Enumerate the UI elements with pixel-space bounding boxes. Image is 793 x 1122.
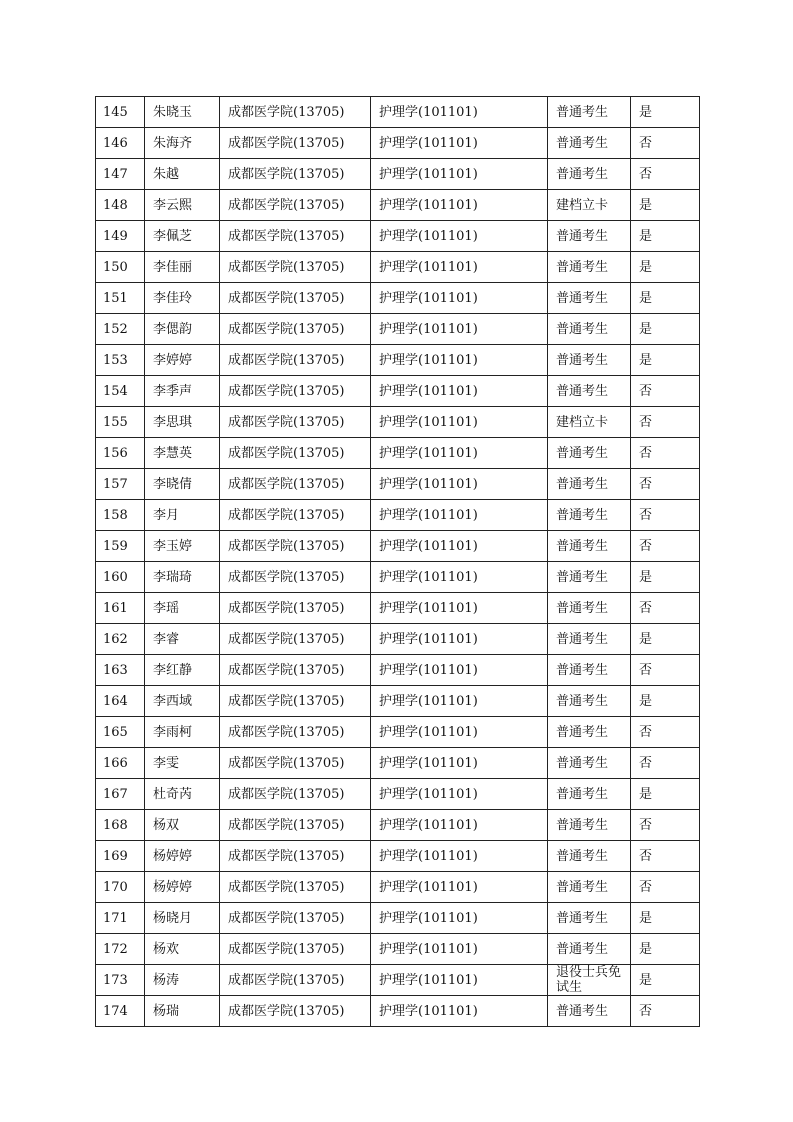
row-number-cell: 163 bbox=[96, 655, 145, 686]
candidate-type-cell: 普通考生 bbox=[548, 252, 631, 283]
major-cell: 护理学(101101) bbox=[371, 624, 548, 655]
candidate-type-cell: 普通考生 bbox=[548, 159, 631, 190]
student-name-cell: 李晓倩 bbox=[145, 469, 220, 500]
table-row bbox=[96, 221, 700, 252]
row-number-cell: 157 bbox=[96, 469, 145, 500]
candidate-type-cell: 普通考生 bbox=[548, 717, 631, 748]
row-number-cell: 170 bbox=[96, 872, 145, 903]
major-cell: 护理学(101101) bbox=[371, 686, 548, 717]
flag-cell: 否 bbox=[631, 500, 700, 531]
candidate-type-cell: 退役士兵免试生 bbox=[548, 965, 631, 996]
major-cell: 护理学(101101) bbox=[371, 500, 548, 531]
row-number-cell: 146 bbox=[96, 128, 145, 159]
major-cell: 护理学(101101) bbox=[371, 748, 548, 779]
school-cell: 成都医学院(13705) bbox=[220, 872, 371, 903]
school-cell: 成都医学院(13705) bbox=[220, 562, 371, 593]
flag-cell: 是 bbox=[631, 624, 700, 655]
school-cell: 成都医学院(13705) bbox=[220, 128, 371, 159]
student-name-cell: 杨晓月 bbox=[145, 903, 220, 934]
major-cell: 护理学(101101) bbox=[371, 283, 548, 314]
candidate-type-cell: 普通考生 bbox=[548, 314, 631, 345]
student-name-cell: 李西域 bbox=[145, 686, 220, 717]
table-row bbox=[96, 593, 700, 624]
flag-cell: 是 bbox=[631, 283, 700, 314]
school-cell: 成都医学院(13705) bbox=[220, 469, 371, 500]
table-row bbox=[96, 965, 700, 996]
table-row bbox=[96, 469, 700, 500]
school-cell: 成都医学院(13705) bbox=[220, 717, 371, 748]
student-name-cell: 李偲韵 bbox=[145, 314, 220, 345]
table-row bbox=[96, 717, 700, 748]
school-cell: 成都医学院(13705) bbox=[220, 748, 371, 779]
flag-cell: 否 bbox=[631, 872, 700, 903]
table-row bbox=[96, 934, 700, 965]
table-row bbox=[96, 252, 700, 283]
flag-cell: 否 bbox=[631, 469, 700, 500]
major-cell: 护理学(101101) bbox=[371, 810, 548, 841]
student-name-cell: 李季声 bbox=[145, 376, 220, 407]
table-row bbox=[96, 314, 700, 345]
row-number-cell: 171 bbox=[96, 903, 145, 934]
major-cell: 护理学(101101) bbox=[371, 562, 548, 593]
student-name-cell: 朱越 bbox=[145, 159, 220, 190]
school-cell: 成都医学院(13705) bbox=[220, 190, 371, 221]
school-cell: 成都医学院(13705) bbox=[220, 903, 371, 934]
row-number-cell: 173 bbox=[96, 965, 145, 996]
student-name-cell: 李红静 bbox=[145, 655, 220, 686]
candidate-type-cell: 普通考生 bbox=[548, 97, 631, 128]
row-number-cell: 153 bbox=[96, 345, 145, 376]
major-cell: 护理学(101101) bbox=[371, 655, 548, 686]
student-name-cell: 朱海齐 bbox=[145, 128, 220, 159]
table-row bbox=[96, 407, 700, 438]
candidate-type-cell: 建档立卡 bbox=[548, 407, 631, 438]
row-number-cell: 159 bbox=[96, 531, 145, 562]
student-name-cell: 李雯 bbox=[145, 748, 220, 779]
row-number-cell: 166 bbox=[96, 748, 145, 779]
candidate-type-cell: 普通考生 bbox=[548, 872, 631, 903]
flag-cell: 否 bbox=[631, 159, 700, 190]
school-cell: 成都医学院(13705) bbox=[220, 97, 371, 128]
student-name-cell: 杨婷婷 bbox=[145, 872, 220, 903]
school-cell: 成都医学院(13705) bbox=[220, 779, 371, 810]
major-cell: 护理学(101101) bbox=[371, 841, 548, 872]
candidate-type-cell: 普通考生 bbox=[548, 841, 631, 872]
school-cell: 成都医学院(13705) bbox=[220, 655, 371, 686]
student-name-cell: 朱晓玉 bbox=[145, 97, 220, 128]
major-cell: 护理学(101101) bbox=[371, 128, 548, 159]
major-cell: 护理学(101101) bbox=[371, 996, 548, 1027]
table-row bbox=[96, 500, 700, 531]
flag-cell: 否 bbox=[631, 841, 700, 872]
row-number-cell: 172 bbox=[96, 934, 145, 965]
candidate-type-cell: 普通考生 bbox=[548, 562, 631, 593]
row-number-cell: 147 bbox=[96, 159, 145, 190]
flag-cell: 是 bbox=[631, 779, 700, 810]
flag-cell: 否 bbox=[631, 810, 700, 841]
table-row bbox=[96, 97, 700, 128]
candidate-type-cell: 普通考生 bbox=[548, 779, 631, 810]
flag-cell: 是 bbox=[631, 345, 700, 376]
student-name-cell: 李瑞琦 bbox=[145, 562, 220, 593]
table-body bbox=[96, 97, 700, 1027]
flag-cell: 否 bbox=[631, 438, 700, 469]
row-number-cell: 155 bbox=[96, 407, 145, 438]
row-number-cell: 169 bbox=[96, 841, 145, 872]
flag-cell: 是 bbox=[631, 97, 700, 128]
student-name-cell: 李佳丽 bbox=[145, 252, 220, 283]
student-name-cell: 李瑶 bbox=[145, 593, 220, 624]
row-number-cell: 156 bbox=[96, 438, 145, 469]
student-name-cell: 李佩芝 bbox=[145, 221, 220, 252]
candidate-type-cell: 普通考生 bbox=[548, 996, 631, 1027]
candidate-type-cell: 普通考生 bbox=[548, 438, 631, 469]
flag-cell: 否 bbox=[631, 376, 700, 407]
student-name-cell: 李玉婷 bbox=[145, 531, 220, 562]
row-number-cell: 152 bbox=[96, 314, 145, 345]
student-name-cell: 李云熙 bbox=[145, 190, 220, 221]
school-cell: 成都医学院(13705) bbox=[220, 531, 371, 562]
flag-cell: 否 bbox=[631, 717, 700, 748]
major-cell: 护理学(101101) bbox=[371, 717, 548, 748]
major-cell: 护理学(101101) bbox=[371, 438, 548, 469]
flag-cell: 是 bbox=[631, 221, 700, 252]
table-row bbox=[96, 655, 700, 686]
school-cell: 成都医学院(13705) bbox=[220, 314, 371, 345]
table-row bbox=[96, 128, 700, 159]
major-cell: 护理学(101101) bbox=[371, 593, 548, 624]
school-cell: 成都医学院(13705) bbox=[220, 810, 371, 841]
row-number-cell: 158 bbox=[96, 500, 145, 531]
major-cell: 护理学(101101) bbox=[371, 872, 548, 903]
row-number-cell: 164 bbox=[96, 686, 145, 717]
candidate-type-cell: 普通考生 bbox=[548, 469, 631, 500]
flag-cell: 否 bbox=[631, 655, 700, 686]
student-name-cell: 杨涛 bbox=[145, 965, 220, 996]
candidate-type-cell: 普通考生 bbox=[548, 128, 631, 159]
candidate-type-cell: 普通考生 bbox=[548, 593, 631, 624]
table-row bbox=[96, 283, 700, 314]
student-name-cell: 李月 bbox=[145, 500, 220, 531]
candidate-type-cell: 建档立卡 bbox=[548, 190, 631, 221]
candidate-type-cell: 普通考生 bbox=[548, 655, 631, 686]
candidate-type-cell: 普通考生 bbox=[548, 283, 631, 314]
school-cell: 成都医学院(13705) bbox=[220, 221, 371, 252]
school-cell: 成都医学院(13705) bbox=[220, 283, 371, 314]
flag-cell: 否 bbox=[631, 407, 700, 438]
row-number-cell: 151 bbox=[96, 283, 145, 314]
row-number-cell: 154 bbox=[96, 376, 145, 407]
school-cell: 成都医学院(13705) bbox=[220, 996, 371, 1027]
candidate-type-cell: 普通考生 bbox=[548, 500, 631, 531]
table-row bbox=[96, 810, 700, 841]
major-cell: 护理学(101101) bbox=[371, 903, 548, 934]
school-cell: 成都医学院(13705) bbox=[220, 500, 371, 531]
flag-cell: 否 bbox=[631, 128, 700, 159]
table-row bbox=[96, 624, 700, 655]
row-number-cell: 148 bbox=[96, 190, 145, 221]
candidate-type-cell: 普通考生 bbox=[548, 748, 631, 779]
school-cell: 成都医学院(13705) bbox=[220, 686, 371, 717]
flag-cell: 是 bbox=[631, 314, 700, 345]
student-name-cell: 杨瑞 bbox=[145, 996, 220, 1027]
flag-cell: 是 bbox=[631, 562, 700, 593]
major-cell: 护理学(101101) bbox=[371, 376, 548, 407]
school-cell: 成都医学院(13705) bbox=[220, 252, 371, 283]
row-number-cell: 160 bbox=[96, 562, 145, 593]
table-row bbox=[96, 438, 700, 469]
candidate-type-cell: 普通考生 bbox=[548, 345, 631, 376]
row-number-cell: 174 bbox=[96, 996, 145, 1027]
table-row bbox=[96, 190, 700, 221]
table-row bbox=[96, 779, 700, 810]
flag-cell: 否 bbox=[631, 748, 700, 779]
student-name-cell: 杨双 bbox=[145, 810, 220, 841]
student-name-cell: 李睿 bbox=[145, 624, 220, 655]
flag-cell: 否 bbox=[631, 996, 700, 1027]
major-cell: 护理学(101101) bbox=[371, 345, 548, 376]
student-name-cell: 李雨柯 bbox=[145, 717, 220, 748]
school-cell: 成都医学院(13705) bbox=[220, 345, 371, 376]
school-cell: 成都医学院(13705) bbox=[220, 159, 371, 190]
candidate-type-cell: 普通考生 bbox=[548, 221, 631, 252]
table-row bbox=[96, 996, 700, 1027]
candidate-type-cell: 普通考生 bbox=[548, 934, 631, 965]
row-number-cell: 161 bbox=[96, 593, 145, 624]
student-name-cell: 李慧英 bbox=[145, 438, 220, 469]
major-cell: 护理学(101101) bbox=[371, 407, 548, 438]
school-cell: 成都医学院(13705) bbox=[220, 438, 371, 469]
row-number-cell: 149 bbox=[96, 221, 145, 252]
school-cell: 成都医学院(13705) bbox=[220, 965, 371, 996]
major-cell: 护理学(101101) bbox=[371, 934, 548, 965]
flag-cell: 是 bbox=[631, 903, 700, 934]
flag-cell: 是 bbox=[631, 934, 700, 965]
major-cell: 护理学(101101) bbox=[371, 531, 548, 562]
student-name-cell: 杜奇芮 bbox=[145, 779, 220, 810]
school-cell: 成都医学院(13705) bbox=[220, 624, 371, 655]
table-row bbox=[96, 686, 700, 717]
admission-list-table bbox=[95, 96, 700, 1027]
major-cell: 护理学(101101) bbox=[371, 965, 548, 996]
student-name-cell: 李婷婷 bbox=[145, 345, 220, 376]
row-number-cell: 168 bbox=[96, 810, 145, 841]
candidate-type-cell: 普通考生 bbox=[548, 624, 631, 655]
table-row bbox=[96, 562, 700, 593]
school-cell: 成都医学院(13705) bbox=[220, 407, 371, 438]
table-row bbox=[96, 159, 700, 190]
row-number-cell: 145 bbox=[96, 97, 145, 128]
flag-cell: 否 bbox=[631, 593, 700, 624]
row-number-cell: 165 bbox=[96, 717, 145, 748]
table-row bbox=[96, 345, 700, 376]
student-name-cell: 李思琪 bbox=[145, 407, 220, 438]
candidate-type-cell: 普通考生 bbox=[548, 903, 631, 934]
table-row bbox=[96, 841, 700, 872]
table-row bbox=[96, 531, 700, 562]
student-name-cell: 杨婷婷 bbox=[145, 841, 220, 872]
candidate-type-cell: 普通考生 bbox=[548, 810, 631, 841]
major-cell: 护理学(101101) bbox=[371, 190, 548, 221]
major-cell: 护理学(101101) bbox=[371, 221, 548, 252]
flag-cell: 否 bbox=[631, 531, 700, 562]
table-row bbox=[96, 872, 700, 903]
flag-cell: 是 bbox=[631, 252, 700, 283]
major-cell: 护理学(101101) bbox=[371, 469, 548, 500]
row-number-cell: 162 bbox=[96, 624, 145, 655]
major-cell: 护理学(101101) bbox=[371, 97, 548, 128]
row-number-cell: 150 bbox=[96, 252, 145, 283]
flag-cell: 是 bbox=[631, 965, 700, 996]
major-cell: 护理学(101101) bbox=[371, 779, 548, 810]
major-cell: 护理学(101101) bbox=[371, 314, 548, 345]
row-number-cell: 167 bbox=[96, 779, 145, 810]
school-cell: 成都医学院(13705) bbox=[220, 593, 371, 624]
table-row bbox=[96, 376, 700, 407]
student-name-cell: 杨欢 bbox=[145, 934, 220, 965]
table-row bbox=[96, 903, 700, 934]
table-row bbox=[96, 748, 700, 779]
candidate-type-cell: 普通考生 bbox=[548, 531, 631, 562]
student-name-cell: 李佳玲 bbox=[145, 283, 220, 314]
flag-cell: 是 bbox=[631, 190, 700, 221]
major-cell: 护理学(101101) bbox=[371, 159, 548, 190]
major-cell: 护理学(101101) bbox=[371, 252, 548, 283]
candidate-type-cell: 普通考生 bbox=[548, 376, 631, 407]
flag-cell: 是 bbox=[631, 686, 700, 717]
school-cell: 成都医学院(13705) bbox=[220, 934, 371, 965]
school-cell: 成都医学院(13705) bbox=[220, 376, 371, 407]
candidate-type-cell: 普通考生 bbox=[548, 686, 631, 717]
school-cell: 成都医学院(13705) bbox=[220, 841, 371, 872]
